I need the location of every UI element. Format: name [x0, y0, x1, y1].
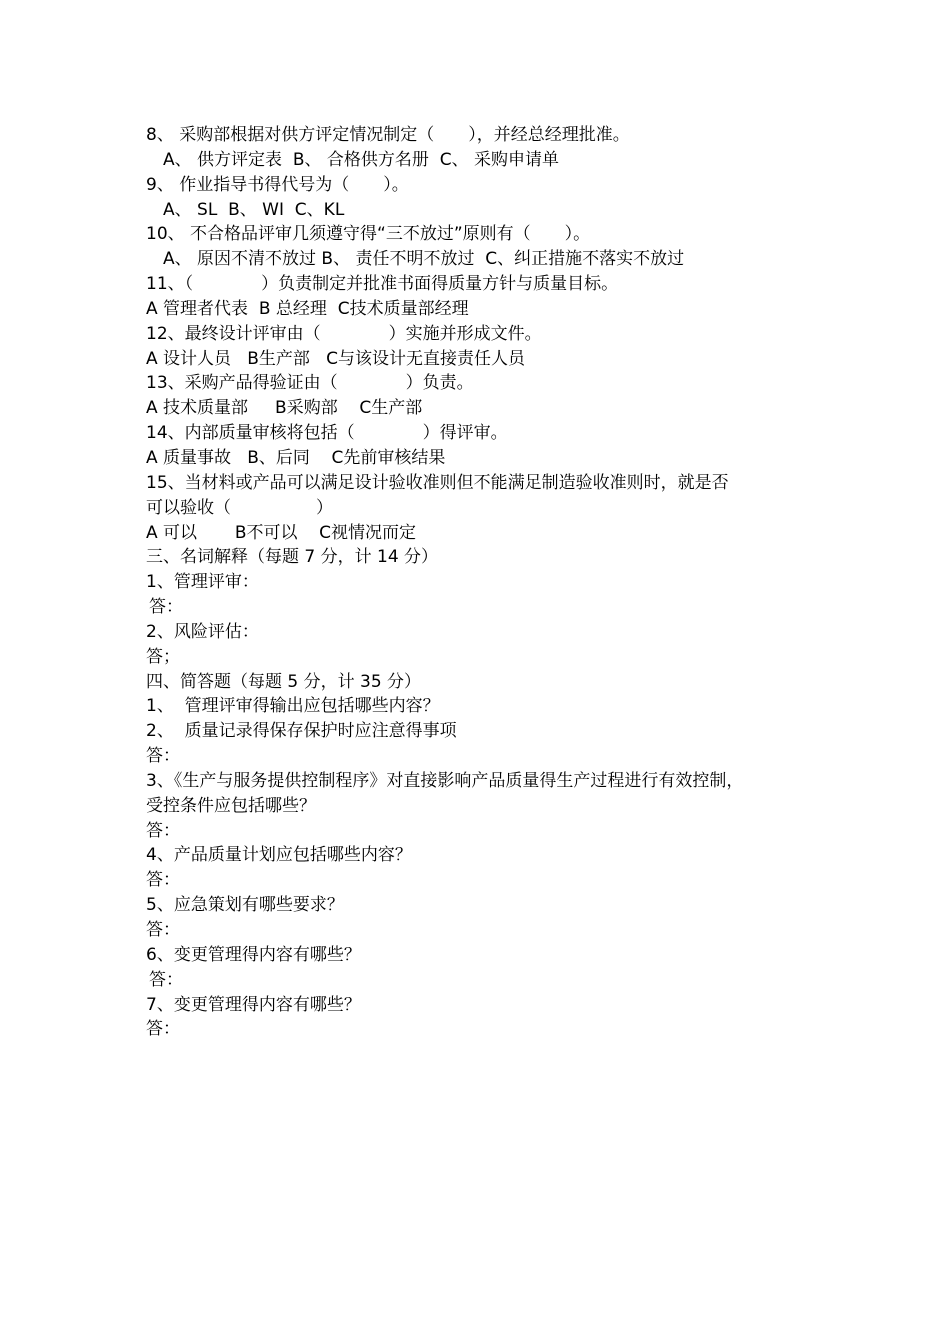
- section-heading-short-answer: 四、简答题（每题 5 分，计 35 分）: [146, 671, 422, 692]
- question-14: 14、内部质量审核将包括（ ）得评审。: [146, 423, 508, 444]
- question-12: 12、最终设计评审由（ ）实施并形成文件。: [146, 323, 542, 344]
- short-question-3: 3、《生产与服务提供控制程序》对直接影响产品质量得生产过程进行有效控制，: [146, 770, 744, 791]
- answer-label: 答：: [146, 820, 180, 841]
- question-13-options: A 技术质量部 B采购部 C生产部: [146, 398, 423, 419]
- question-13: 13、采购产品得验证由（ ）负责。: [146, 373, 474, 394]
- answer-label: 答：: [149, 969, 183, 990]
- short-question-4: 4、产品质量计划应包括哪些内容？: [146, 845, 412, 866]
- question-8-options: A、 供方评定表 B、 合格供方名册 C、 采购申请单: [163, 149, 559, 170]
- answer-label: 答：: [149, 597, 183, 618]
- short-question-2: 2、 质量记录得保存保护时应注意得事项: [146, 721, 457, 742]
- document-body: [146, 123, 826, 1042]
- question-15-options: A 可以 B不可以 C视情况而定: [146, 522, 417, 543]
- answer-label: 答：: [146, 746, 180, 767]
- answer-label: 答：: [146, 870, 180, 891]
- answer-label: 答；: [146, 646, 180, 667]
- question-15-continued: 可以验收（ ）: [146, 497, 333, 518]
- short-question-3-continued: 受控条件应包括哪些？: [146, 795, 316, 816]
- section-heading-terms: 三、名词解释（每题 7 分，计 14 分）: [146, 547, 439, 568]
- question-9-options: A、 SL B、 WI C、KL: [163, 199, 345, 220]
- short-question-1: 1、 管理评审得输出应包括哪些内容？: [146, 696, 440, 717]
- question-10: 10、 不合格品评审几须遵守得“三不放过”原则有（ ）。: [146, 224, 591, 245]
- question-11: 11、（ ）负责制定并批准书面得质量方针与质量目标。: [146, 274, 619, 295]
- question-11-options: A 管理者代表 B 总经理 C技术质量部经理: [146, 298, 469, 319]
- question-12-options: A 设计人员 B生产部 C与该设计无直接责任人员: [146, 348, 525, 369]
- answer-label: 答：: [146, 1019, 180, 1040]
- short-question-5: 5、应急策划有哪些要求？: [146, 895, 344, 916]
- short-question-6: 6、变更管理得内容有哪些？: [146, 944, 361, 965]
- question-8: 8、 采购部根据对供方评定情况制定（ ），并经总经理批准。: [146, 125, 630, 145]
- answer-label: 答：: [146, 920, 180, 940]
- term-question-1: 1、管理评审：: [146, 572, 259, 593]
- term-question-2: 2、风险评估：: [146, 621, 259, 642]
- question-9: 9、 作业指导书得代号为（ ）。: [146, 174, 409, 195]
- question-10-options: A、 原因不清不放过 B、 责任不明不放过 C、纠正措施不落实不放过: [163, 249, 685, 270]
- question-14-options: A 质量事故 B、后同 C先前审核结果: [146, 447, 446, 468]
- short-question-7: 7、变更管理得内容有哪些？: [146, 994, 361, 1015]
- question-15: 15、当材料或产品可以满足设计验收准则但不能满足制造验收准则时，就是否: [146, 472, 729, 493]
